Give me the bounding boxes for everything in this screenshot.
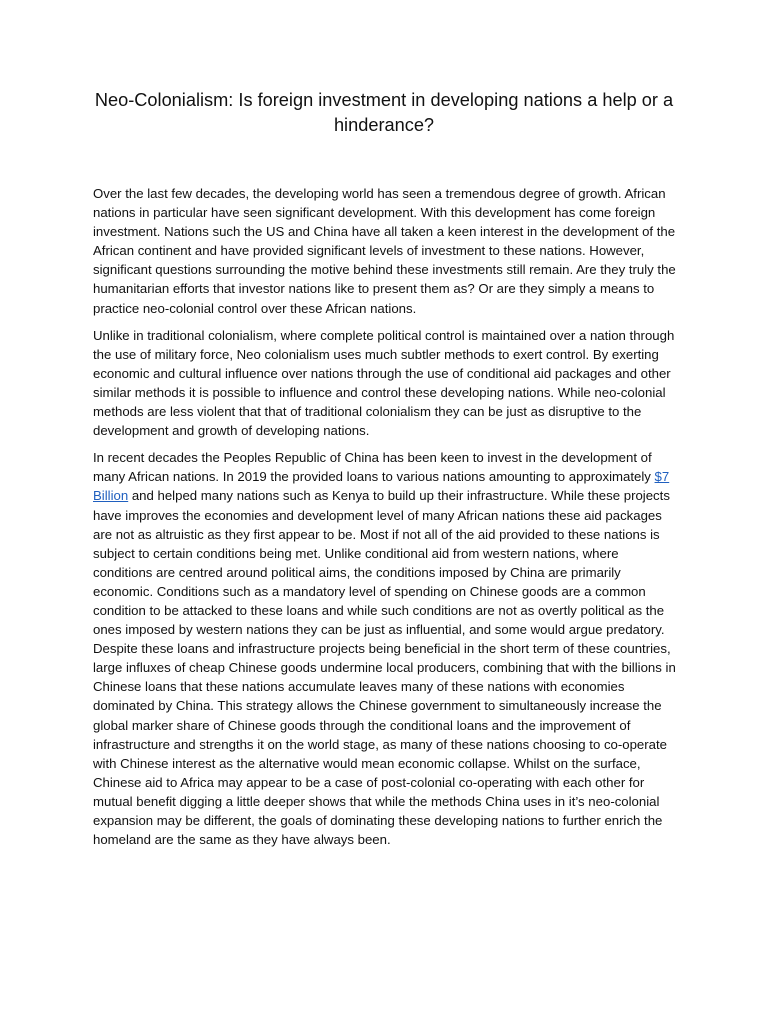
paragraph-china-investment: [93, 448, 678, 849]
paragraph-neo-colonialism-definition: Unlike in traditional colonialism, where complete political control is maintained over a nation through the use of military force, Neo colonialism uses much subtler methods to exert control. By exerting economic and cultural influence over nations through the use of conditional aid packages and other similar methods it is possible to influence and control these developing nations. While neo-colonial methods are less violent that that of traditional colonialism they can be just as disruptive to the development and growth of developing nations.: [93, 327, 675, 439]
paragraph-intro: Over the last few decades, the developing world has seen a tremendous degree of growth. African nations in particular have seen significant development. With this development has come foreign investment. Nations such the US and China have all taken a keen interest in the development of the African continent and have provided significant levels of investment to these nations. However, significant questions surrounding the motive behind these investments still remain. Are they truly the humanitarian efforts that investor nations like to present them as? Or are they simply a means to practice neo-colonial control over these African nations.: [93, 186, 676, 316]
paragraph-3-text-end: and helped many nations such as Kenya to build up their infrastructure. While these projects have improves the economies and development level of many African nations these aid packages are not as altruistic as they first appear to be. Most if not all of the aid provided to these nations is subject to certain conditions being met. Unlike conditional aid from western nations, where conditions are centred around political aims, the conditions imposed by China are primarily economic. Conditions such as a mandatory level of spending on Chinese goods are a common condition to be attacked to these loans and while such conditions are not as overtly political as the ones imposed by western nations they can be just as influential, and some would argue predatory. Despite these loans and infrastructure projects being beneficial in the short term of these countries, large influxes of cheap Chinese goods undermine local producers, combining that with the billions in Chinese loans that these nations accumulate leaves many of these nations with economies dominated by China. This strategy allows the Chinese government to simultaneously increase the global marker share of Chinese goods through the conditional loans and the improvement of infrastructure and strengths it on the world stage, as many of these nations choosing to co-operate with Chinese interest as the alternative would mean economic collapse. Whilst on the surface, Chinese aid to Africa may appear to be a case of post-colonial co-operating with each other for mutual benefit digging a little deeper shows that while the methods China uses in it’s neo-colonial expansion may be different, the goals of dominating these developing nations to further enrich the homeland are the same as they have always been.: [93, 488, 676, 848]
paragraph-3-text-start: In recent decades the Peoples Republic of China has been keen to invest in the development of many African nations. In 2019 the provided loans to various nations amounting to approximately: [93, 450, 655, 485]
seven-billion-link[interactable]: $7 Billion: [93, 469, 670, 504]
document-body: [93, 184, 678, 857]
document-title: Neo-Colonialism: Is foreign investment in developing nations a help or a hinderance?: [94, 90, 674, 135]
